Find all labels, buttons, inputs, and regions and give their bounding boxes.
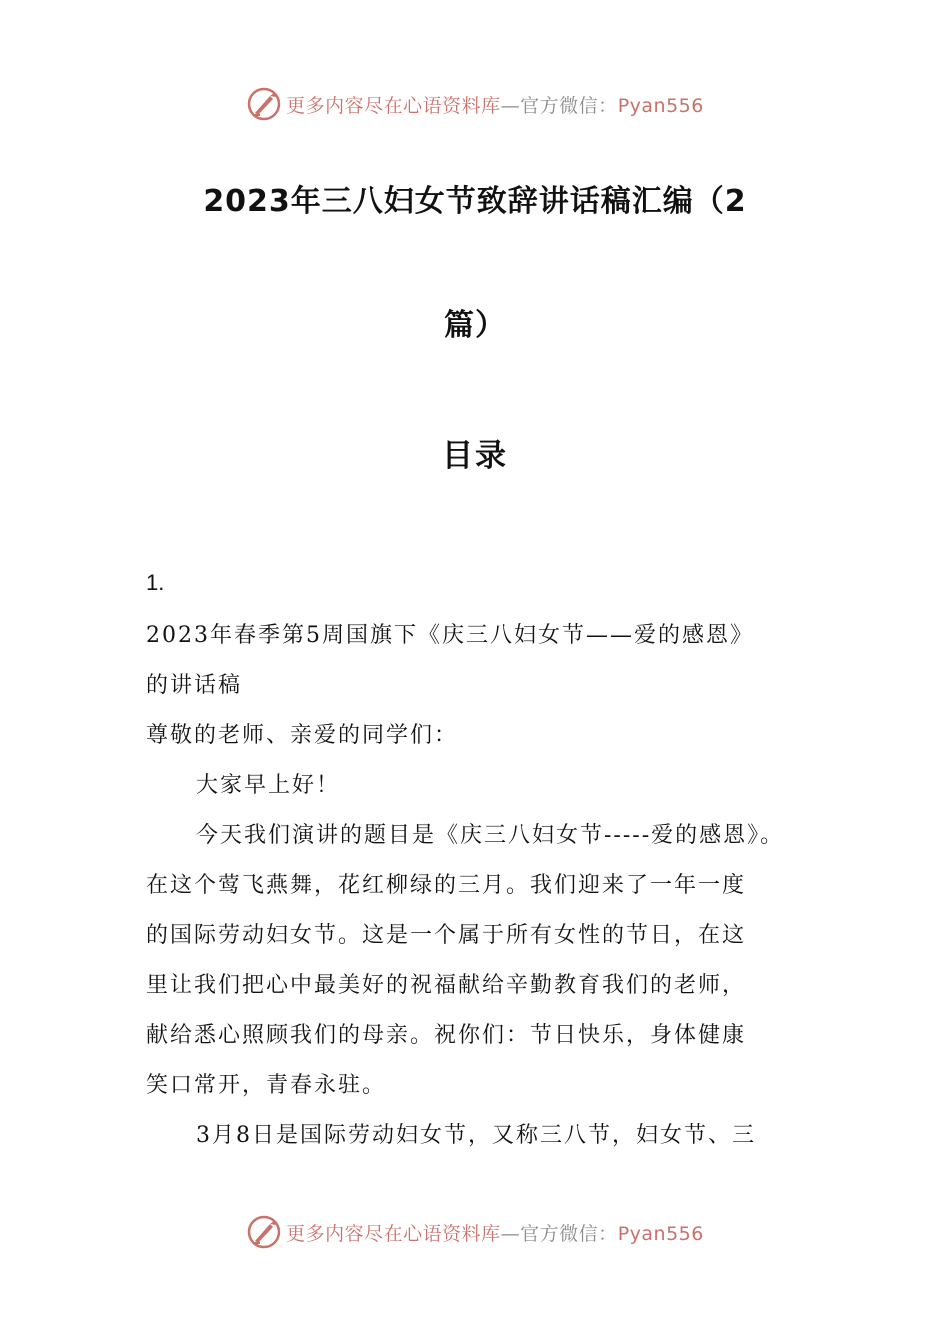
paragraph-line: 3月8日是国际劳动妇女节，又称三八节，妇女节、三 (196, 1123, 756, 1148)
paragraph-line: 笑口常开，青春永驻。 (146, 1073, 387, 1098)
quill-logo-icon (246, 1214, 282, 1250)
toc-heading: 目录 (442, 438, 508, 474)
document-title-line2: 篇） (444, 308, 506, 343)
paragraph-line: 的国际劳动妇女节。这是一个属于所有女性的节日，在这 (146, 923, 747, 948)
greeting: 大家早上好！ (196, 773, 341, 798)
banner-text: 更多内容尽在心语资料库 (286, 1222, 501, 1245)
footer-watermark-banner (0, 1212, 950, 1252)
banner-contact-label: 官方微信： (520, 94, 618, 117)
banner-contact-label: 官方微信： (520, 1222, 618, 1245)
banner-contact-id: Pyan556 (617, 94, 704, 117)
paragraph-line: 里让我们把心中最美好的祝福献给辛勤教育我们的老师， (146, 973, 747, 998)
quill-logo-icon (246, 86, 282, 122)
salutation: 尊敬的老师、亲爱的同学们： (146, 723, 459, 748)
banner-text: 更多内容尽在心语资料库 (286, 94, 501, 117)
document-title-line1: 2023年三八妇女节致辞讲话稿汇编（2 (203, 184, 747, 219)
banner-dash: — (500, 94, 521, 117)
toc-item-number: 1. (146, 570, 165, 595)
toc-item-title-line1: 2023年春季第5周国旗下《庆三八妇女节——爱的感恩》 (146, 623, 754, 648)
banner-contact-id: Pyan556 (617, 1222, 704, 1245)
banner-dash: — (500, 1222, 521, 1245)
paragraph-line: 在这个莺飞燕舞，花红柳绿的三月。我们迎来了一年一度 (146, 873, 747, 898)
header-watermark-banner (0, 84, 950, 124)
paragraph-line: 今天我们演讲的题目是《庆三八妇女节-----爱的感恩》。 (196, 823, 785, 848)
toc-item-title-line2: 的讲话稿 (146, 673, 243, 698)
paragraph-line: 献给悉心照顾我们的母亲。祝你们：节日快乐，身体健康 (146, 1023, 747, 1048)
